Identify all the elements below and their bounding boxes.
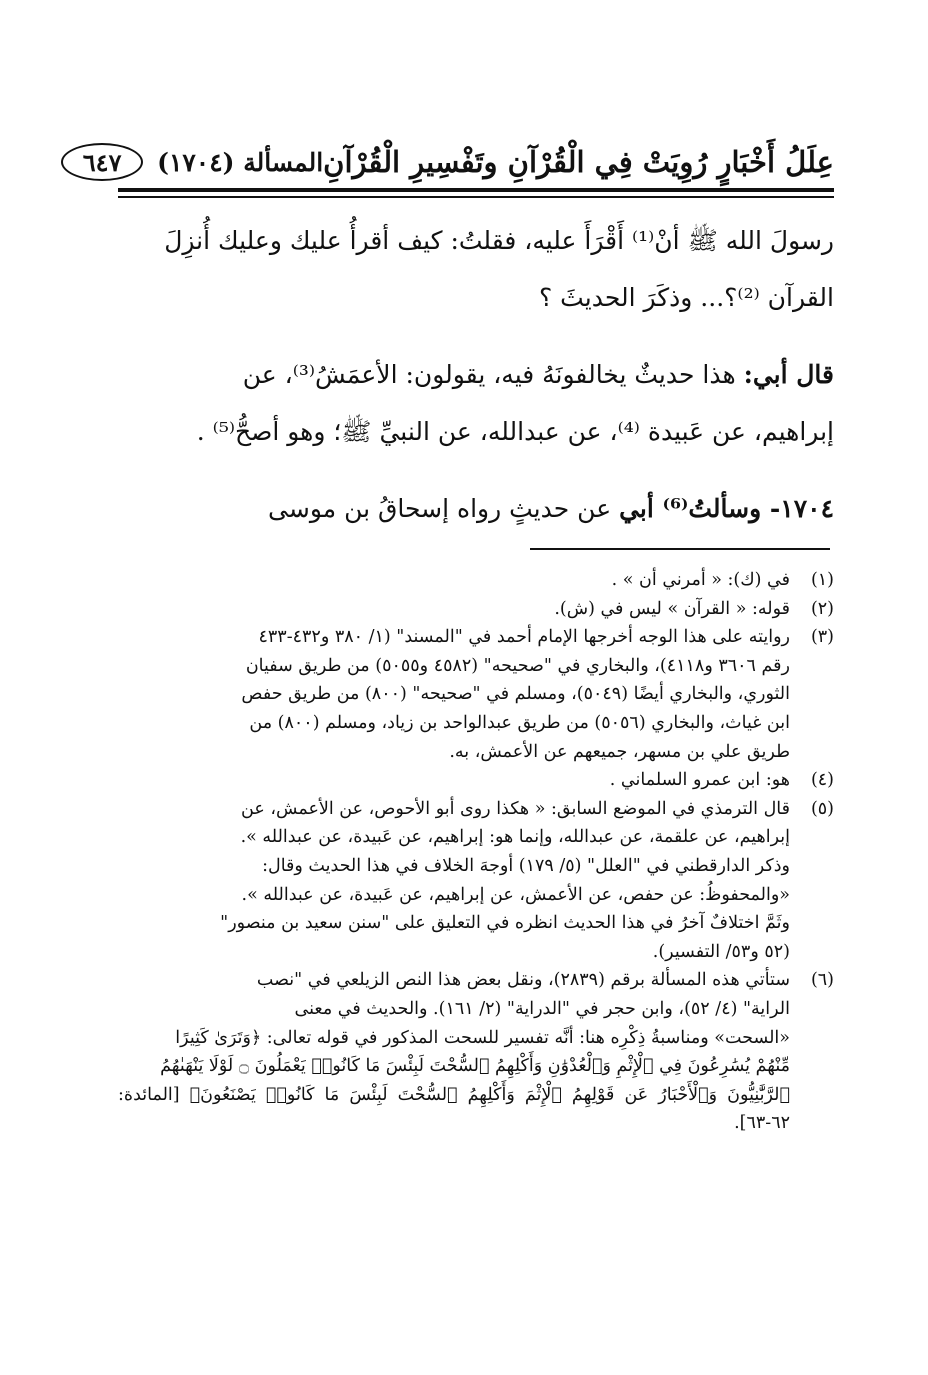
footnote-number: (٣) <box>810 627 834 648</box>
footnote-line: في (ك): « أمرني أن » . <box>611 570 790 590</box>
footnote-number: (٢) <box>810 598 834 619</box>
running-header <box>82 140 834 184</box>
footnote-number: (١) <box>810 570 834 590</box>
footnote-line: ستأتي هذه المسألة برقم (٢٨٣٩)، ونقل بعض هذا النص الزيلعي في "نصب <box>256 970 790 991</box>
header-meta <box>61 143 323 181</box>
footnote-line: «والمحفوظُ: عن حفص، عن الأعمش، عن إبراهيم، عن عَبيدة، عن عبدالله ». <box>241 884 790 905</box>
text-span: عن حديثٍ رواه إسحاقُ بن موسى <box>268 494 612 523</box>
footnote-line: الثوري، والبخاري أيضًا (٥٠٤٩)، ومسلم في "صحيحه" (٨٠٠) من طريق حفص <box>241 684 790 705</box>
footnote-line: روايته على هذا الوجه أخرجها الإمام أحمد في "المسند" (١/ ٣٨٠ و٤٣٢-٤٣٣ <box>258 627 790 648</box>
paragraph <box>118 346 834 403</box>
footnote-line: وثَمَّ اختلافٌ آخرُ في هذا الحديث انظره في التعليق على "سنن سعيد بن منصور" <box>220 913 790 934</box>
footnote-line: وذكر الدارقطني في "العلل" (٥/ ١٧٩) أوجهَ الخلاف في هذا الحديث وقال: <box>262 855 790 876</box>
footnote-line: الراية" (٤/ ٥٢)، وابن حجر في "الدراية" (٢/ ١٦١). والحديث في معنى <box>294 998 790 1019</box>
footnote-separator <box>530 548 830 550</box>
footnote <box>118 766 834 795</box>
footnote-number: (٥) <box>810 798 834 819</box>
footnote-line: «السحت» ومناسبةُ ذِكْرِه هنا: أنَّه تفسير للسحت المذكور في قوله تعالى: ﴿وَتَرَىٰ كَثِيرًا <box>175 1027 790 1048</box>
header-rule-thin <box>118 196 834 198</box>
footnote <box>118 966 834 1138</box>
footnote-number: (٤) <box>810 770 834 791</box>
footnote <box>118 795 834 967</box>
footnotes <box>118 566 834 1138</box>
issue-heading: ١٧٠٤- وسألتُ⁽⁶⁾ أبي <box>619 494 834 523</box>
footnote <box>118 595 834 624</box>
footnote-number: (٦) <box>810 970 834 991</box>
footnote-line: ابن غياث، والبخاري (٥٠٥٦) من طريق عبدالواحد بن زياد، ومسلم (٨٠٠) من <box>249 712 790 733</box>
page-number-badge: ٦٤٧ <box>61 143 143 181</box>
footnote-line: إبراهيم، عن علقمة، عن عبدالله، وإنما هو: إبراهيم، عن عَبيدة، عن عبدالله ». <box>240 827 790 848</box>
paragraph <box>118 480 834 537</box>
footnote-line: قال الترمذي في الموضع السابق: « هكذا روى أبو الأحوص، عن الأعمش، عن <box>241 798 790 819</box>
main-text <box>118 212 834 537</box>
header-rule-thick <box>118 188 834 192</box>
text-span: هذا حديثٌ يخالفونَهُ فيه، يقولون: الأعمَشُ⁽³⁾، عن <box>242 360 736 389</box>
footnote-line: طريق علي بن مسهر، جميعهم عن الأعمش، به. <box>449 741 790 762</box>
issue-number: المسألة (١٧٠٤) <box>157 147 324 177</box>
footnote-line: ٱلرَّبَّٰنِيُّونَ وَٱلْأَحْبَارُ عَن قَوْلِهِمُ ٱلْإِثْمَ وَأَكْلِهِمُ ٱلسُّحْتَ لَبِئْسَ مَا كَانُوا۟ يَصْنَعُونَ﴾ [المائدة: ٦٢-٦٣]. <box>118 1084 790 1134</box>
speaker-label: قال أبي: <box>743 360 834 389</box>
footnote-line: رقم ٣٦٠٦ و٤١١٨)، والبخاري في "صحيحه" (٤٥٨٢ و٥٠٥٥) من طريق سفيان <box>245 655 790 676</box>
footnote-line: مِّنْهُمْ يُسَٰرِعُونَ فِي ٱلْإِثْمِ وَٱلْعُدْوَٰنِ وَأَكْلِهِمُ ٱلسُّحْتَ لَبِئْسَ مَا كَانُوا۟ يَعْمَلُونَ ۝ لَوْلَا يَنْهَىٰهُمُ <box>160 1056 790 1077</box>
footnote <box>118 623 834 766</box>
text-line: رسولَ الله ﷺ أنْ⁽¹⁾ أَقْرَأَ عليه، فقلتُ: كيف أقرأُ عليك وعليك أُنزِلَ <box>164 226 834 255</box>
footnote <box>118 566 834 595</box>
text-line: إبراهيم، عن عَبيدة ⁽⁴⁾، عن عبدالله، عن النبيِّ ﷺ؛ وهو أصحُّ⁽⁵⁾ . <box>196 417 834 446</box>
book-title: عِلَلُ أَخْبَارٍ رُوِيَتْ فِي الْقُرْآنِ وتَفْسِيرِ الْقُرْآنِ <box>323 145 834 179</box>
footnote-line: هو: ابن عمرو السلماني . <box>609 770 790 791</box>
footnote-line: قوله: « القرآن » ليس في (ش). <box>554 598 790 619</box>
footnote-line: (٥٢ و٥٣/ التفسير). <box>652 941 790 962</box>
text-line: القرآن ⁽²⁾؟... وذكَرَ الحديثَ ؟ <box>538 283 834 312</box>
